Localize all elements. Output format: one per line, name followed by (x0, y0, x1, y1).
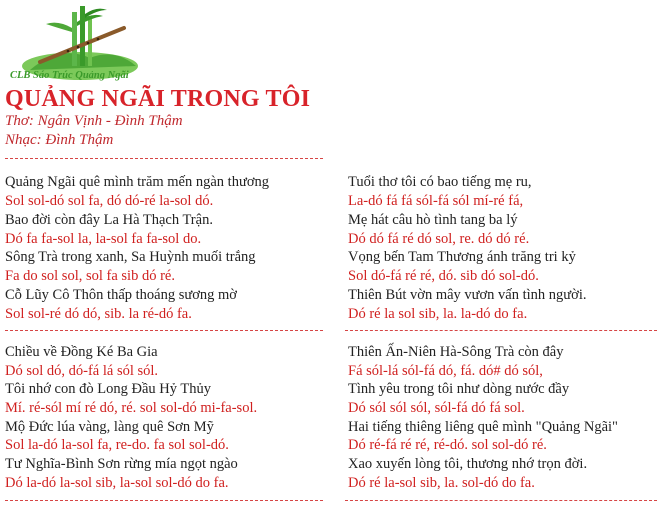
notes-line: Dó fa fa-sol la, la-sol fa fa-sol do. (5, 231, 202, 247)
notes-line: Dó dó fá ré dó sol, re. dó dó ré. (348, 231, 530, 247)
lyric-line: Quảng Ngãi quê mình trăm mến ngàn thương (5, 174, 269, 190)
notes-line: La-dó fá fá sól-fá sól mí-ré fá, (348, 193, 524, 209)
music-credit: Nhạc: Đình Thậm (5, 132, 114, 148)
notes-line: Sol sol-ré dó dó, sib. la ré-dó fa. (5, 306, 192, 322)
notes-line: Sol dó-fá ré ré, dó. sib dó sol-dó. (348, 268, 539, 284)
lyric-line: Hai tiếng thiêng liêng quê mình "Quảng Ngãi" (348, 419, 618, 435)
notes-line: Sol sol-dó sol fa, dó dó-ré la-sol dó. (5, 193, 214, 209)
notes-line: Mí. ré-sól mí ré dó, ré. sol sol-dó mi-fa-sol. (5, 400, 258, 416)
lyric-line: Mộ Đức lúa vàng, làng quê Sơn Mỹ (5, 419, 214, 435)
notes-line: Dó ré la sol sib, la. la-dó do fa. (348, 306, 528, 322)
lyric-line: Chiều về Đồng Ké Ba Gia (5, 344, 158, 360)
lyric-line: Tôi nhớ con đò Long Đầu Hỷ Thủy (5, 381, 211, 397)
divider-right-bottom (345, 500, 657, 501)
lyric-line: Tư Nghĩa-Bình Sơn rừng mía ngọt ngào (5, 456, 238, 472)
lyric-line: Tuổi thơ tôi có bao tiếng mẹ ru, (348, 174, 532, 190)
notes-line: Dó sól sól sól, sól-fá dó fá sol. (348, 400, 525, 416)
lyric-line: Cỗ Lũy Cô Thôn thấp thoáng sương mờ (5, 287, 237, 303)
notes-line: Fá sól-lá sól-fá dó, fá. dó# dó sól, (348, 363, 543, 379)
notes-line: Dó sol dó, dó-fá lá sól sól. (5, 363, 159, 379)
lyric-line: Tình yêu trong tôi như dòng nước đầy (348, 381, 570, 397)
notes-line: Sol la-dó la-sol fa, re-do. fa sol sol-dó. (5, 437, 229, 453)
poem-credit: Thơ: Ngân Vịnh - Đình Thậm (5, 113, 183, 129)
lyric-line: Bao đời còn đây La Hà Thạch Trận. (5, 212, 213, 228)
divider-right-middle (345, 330, 657, 331)
notes-line: Dó ré-fá ré ré, ré-dó. sol sol-dó ré. (348, 437, 547, 453)
lyric-line: Thiên Ấn-Niên Hà-Sông Trà còn đây (348, 344, 564, 360)
lyric-line: Vọng bến Tam Thương ánh trăng tri kỷ (348, 249, 576, 265)
logo-caption: CLB Sáo Trúc Quảng Ngãi (10, 70, 129, 81)
lyric-line: Thiên Bút vờn mây vươn vấn tình người. (348, 287, 587, 303)
lyric-line: Mẹ hát câu hò tình tang ba lý (348, 212, 518, 228)
divider-left-top (5, 158, 323, 159)
lyric-line: Xao xuyến lòng tôi, thương nhớ trọn đời. (348, 456, 588, 472)
notes-line: Fa do sol sol, sol fa sib dó ré. (5, 268, 175, 284)
notes-line: Dó ré la-sol sib, la. sol-dó do fa. (348, 475, 535, 491)
divider-left-middle (5, 330, 323, 331)
divider-left-bottom (5, 500, 323, 501)
song-title: QUẢNG NGÃI TRONG TÔI (5, 86, 311, 112)
notes-line: Dó la-dó la-sol sib, la-sol sol-dó do fa. (5, 475, 229, 491)
lyric-line: Sông Trà trong xanh, Sa Huỳnh muối trắng (5, 249, 256, 265)
